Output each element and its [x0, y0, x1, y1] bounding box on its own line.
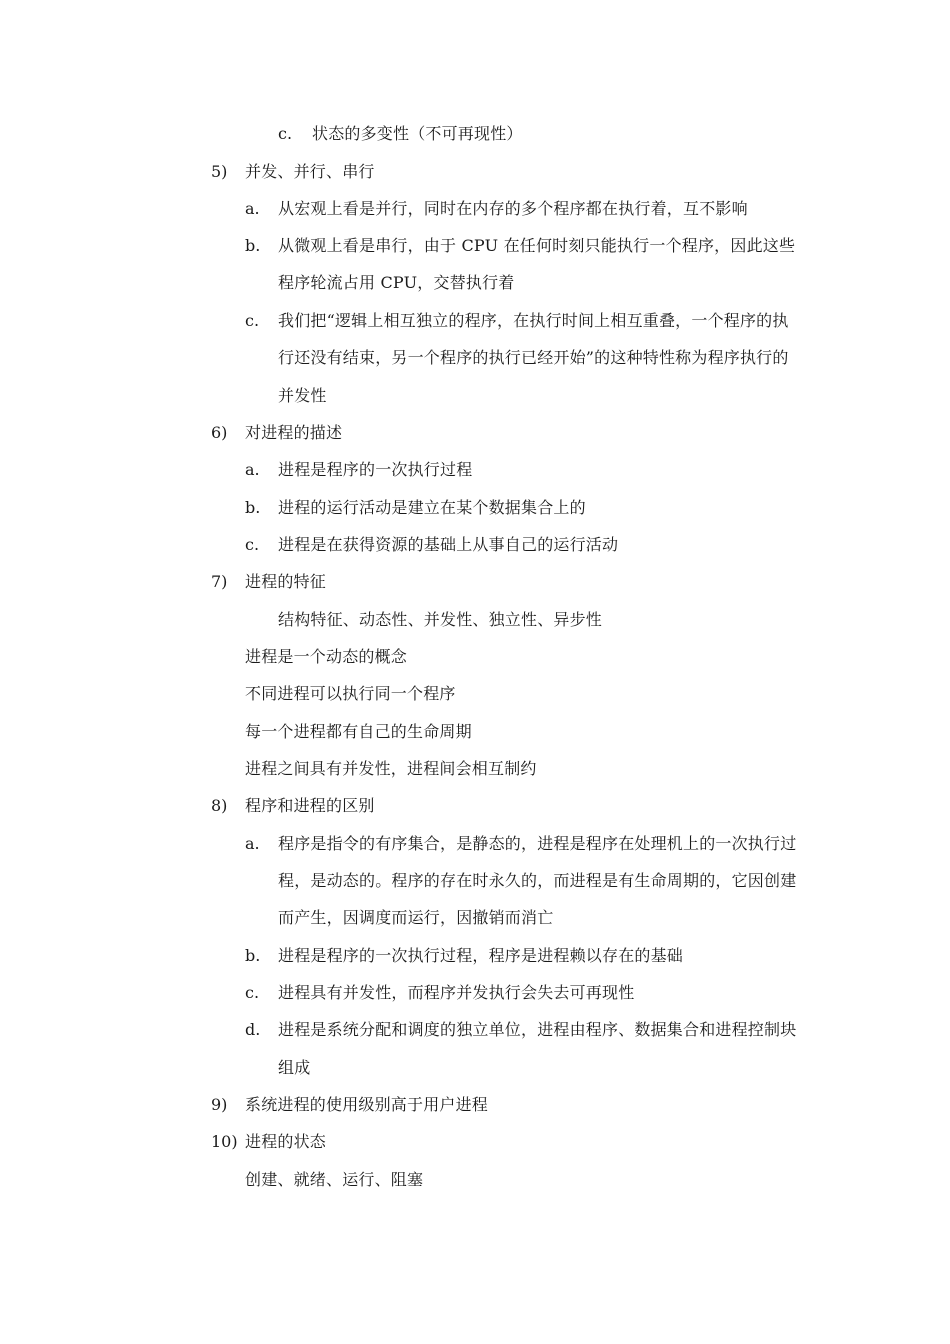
item5-a-marker: a. [245, 199, 260, 218]
item5-b-line1: 从微观上看是串行，由于 CPU 在任何时刻只能执行一个程序，因此这些 [278, 236, 796, 255]
item4-c-marker: c. [278, 124, 293, 143]
item10-states: 创建、就绪、运行、阻塞 [245, 1170, 424, 1189]
item5-marker: 5) [211, 162, 228, 181]
item6-title: 对进程的描述 [245, 423, 343, 442]
item7-note-3: 每一个进程都有自己的生命周期 [245, 722, 472, 741]
item8-a-marker: a. [245, 834, 260, 853]
item7-title: 进程的特征 [245, 572, 327, 591]
item9-marker: 9) [211, 1095, 228, 1114]
item8-b-marker: b. [245, 946, 261, 965]
item5-title: 并发、并行、串行 [245, 162, 375, 181]
item8-d-marker: d. [245, 1020, 261, 1039]
item6-a-marker: a. [245, 460, 260, 479]
item6-a-text: 进程是程序的一次执行过程 [278, 460, 473, 479]
item10-title: 进程的状态 [245, 1132, 327, 1151]
item8-c-marker: c. [245, 983, 260, 1002]
item7-note-2: 不同进程可以执行同一个程序 [245, 684, 456, 703]
item7-marker: 7) [211, 572, 228, 591]
item8-a-line3: 而产生，因调度而运行，因撤销而消亡 [278, 908, 554, 927]
item6-b-marker: b. [245, 498, 261, 517]
item8-b-text: 进程是程序的一次执行过程，程序是进程赖以存在的基础 [278, 946, 684, 965]
item5-b-marker: b. [245, 236, 261, 255]
item6-c-text: 进程是在获得资源的基础上从事自己的运行活动 [278, 535, 619, 554]
item8-marker: 8) [211, 796, 228, 815]
item5-c-line3: 并发性 [278, 386, 327, 405]
item7-note-4: 进程之间具有并发性，进程间会相互制约 [245, 759, 537, 778]
item5-c-line1: 我们把“逻辑上相互独立的程序，在执行时间上相互重叠，一个程序的执 [278, 311, 789, 330]
item5-a-text: 从宏观上看是并行，同时在内存的多个程序都在执行着，互不影响 [278, 199, 748, 218]
item8-a-line1: 程序是指令的有序集合，是静态的，进程是程序在处理机上的一次执行过 [278, 834, 797, 853]
item8-c-text: 进程具有并发性，而程序并发执行会失去可再现性 [278, 983, 635, 1002]
item6-marker: 6) [211, 423, 228, 442]
item8-a-line2: 程，是动态的。程序的存在时永久的，而进程是有生命周期的，它因创建 [278, 871, 797, 890]
item10-marker: 10) [211, 1132, 238, 1151]
item6-b-text: 进程的运行活动是建立在某个数据集合上的 [278, 498, 586, 517]
item5-b-line2: 程序轮流占用 CPU，交替执行着 [278, 273, 515, 292]
item8-d-line2: 组成 [278, 1058, 311, 1077]
item7-features: 结构特征、动态性、并发性、独立性、异步性 [278, 610, 603, 629]
item6-c-marker: c. [245, 535, 260, 554]
item8-title: 程序和进程的区别 [245, 796, 375, 815]
item8-d-line1: 进程是系统分配和调度的独立单位，进程由程序、数据集合和进程控制块 [278, 1020, 797, 1039]
item9-title: 系统进程的使用级别高于用户进程 [245, 1095, 489, 1114]
item5-c-marker: c. [245, 311, 260, 330]
item7-note-1: 进程是一个动态的概念 [245, 647, 408, 666]
item5-c-line2: 行还没有结束，另一个程序的执行已经开始”的这种特性称为程序执行的 [278, 348, 789, 367]
item4-c-text: 状态的多变性（不可再现性） [312, 124, 523, 143]
